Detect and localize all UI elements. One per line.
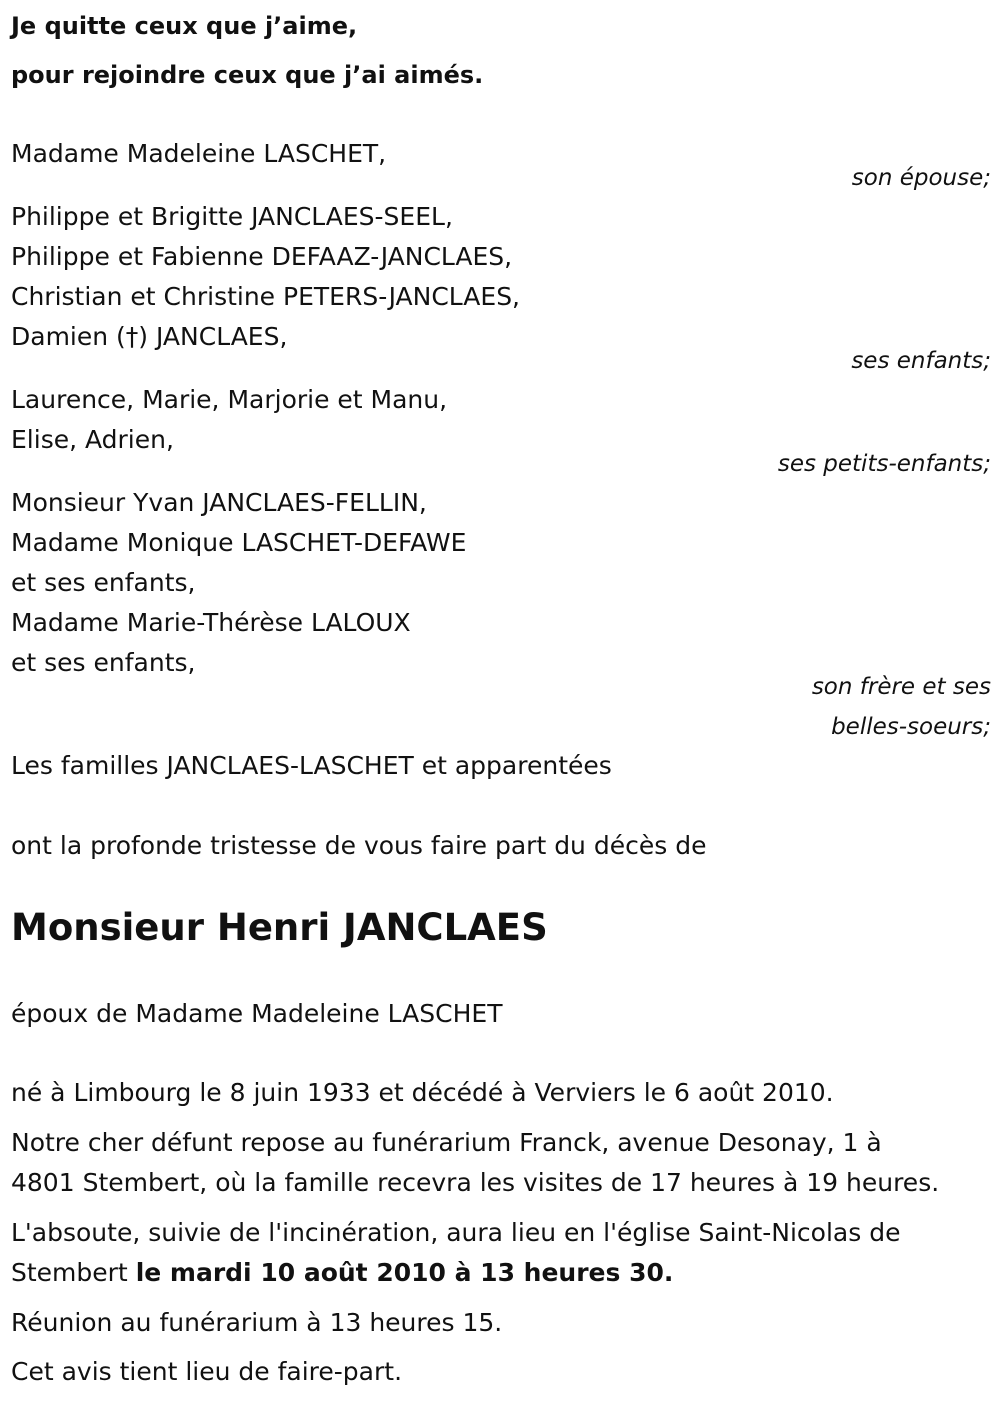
sibling-name-4: Madame Marie-Thérèse LALOUX [11,608,411,637]
sibling-name-3: et ses enfants, [11,568,196,597]
grandchildren-role: ses petits-enfants; [777,451,991,477]
children-role: ses enfants; [851,348,991,374]
rest-line-2: 4801 Stembert, où la famille recevra les visites de 17 heures à 19 heures. [11,1168,940,1197]
ceremony-date: le mardi 10 août 2010 à 13 heures 30. [135,1258,674,1287]
epigraph-line-2: pour rejoindre ceux que j’ai aimés. [11,61,484,89]
ceremony-line-2 [11,1258,673,1288]
epigraph-line-1: Je quitte ceux que j’aime, [11,12,358,40]
child-name-2: Philippe et Fabienne DEFAAZ-JANCLAES, [11,242,513,271]
ceremony-place: Stembert [11,1258,136,1287]
birth-death-line: né à Limbourg le 8 juin 1933 et décédé à Verviers le 6 août 2010. [11,1078,834,1107]
child-name-1: Philippe et Brigitte JANCLAES-SEEL, [11,202,453,231]
siblings-role-line-2: belles-soeurs; [831,714,991,740]
announcement-line: ont la profonde tristesse de vous faire part du décès de [11,831,707,860]
child-name-4: Damien (†) JANCLAES, [11,322,288,351]
sibling-name-5: et ses enfants, [11,648,196,677]
ceremony-line-1: L'absoute, suivie de l'incinération, aura lieu en l'église Saint-Nicolas de [11,1218,901,1247]
spouse-role: son épouse; [851,165,991,191]
siblings-role-line-1: son frère et ses [811,674,991,700]
sibling-name-1: Monsieur Yvan JANCLAES-FELLIN, [11,488,427,517]
spouse-name: Madame Madeleine LASCHET, [11,139,387,168]
child-name-3: Christian et Christine PETERS-JANCLAES, [11,282,521,311]
grandchild-name-1: Laurence, Marie, Marjorie et Manu, [11,385,448,414]
deceased-name: Monsieur Henri JANCLAES [11,906,548,949]
grandchild-name-2: Elise, Adrien, [11,425,174,454]
spouse-of-line: époux de Madame Madeleine LASCHET [11,999,503,1028]
closing-line: Cet avis tient lieu de faire-part. [11,1357,403,1386]
meeting-line: Réunion au funérarium à 13 heures 15. [11,1308,503,1337]
sibling-name-2: Madame Monique LASCHET-DEFAWE [11,528,467,557]
rest-line-1: Notre cher défunt repose au funérarium Franck, avenue Desonay, 1 à [11,1128,882,1157]
families-line: Les familles JANCLAES-LASCHET et apparentées [11,751,612,780]
